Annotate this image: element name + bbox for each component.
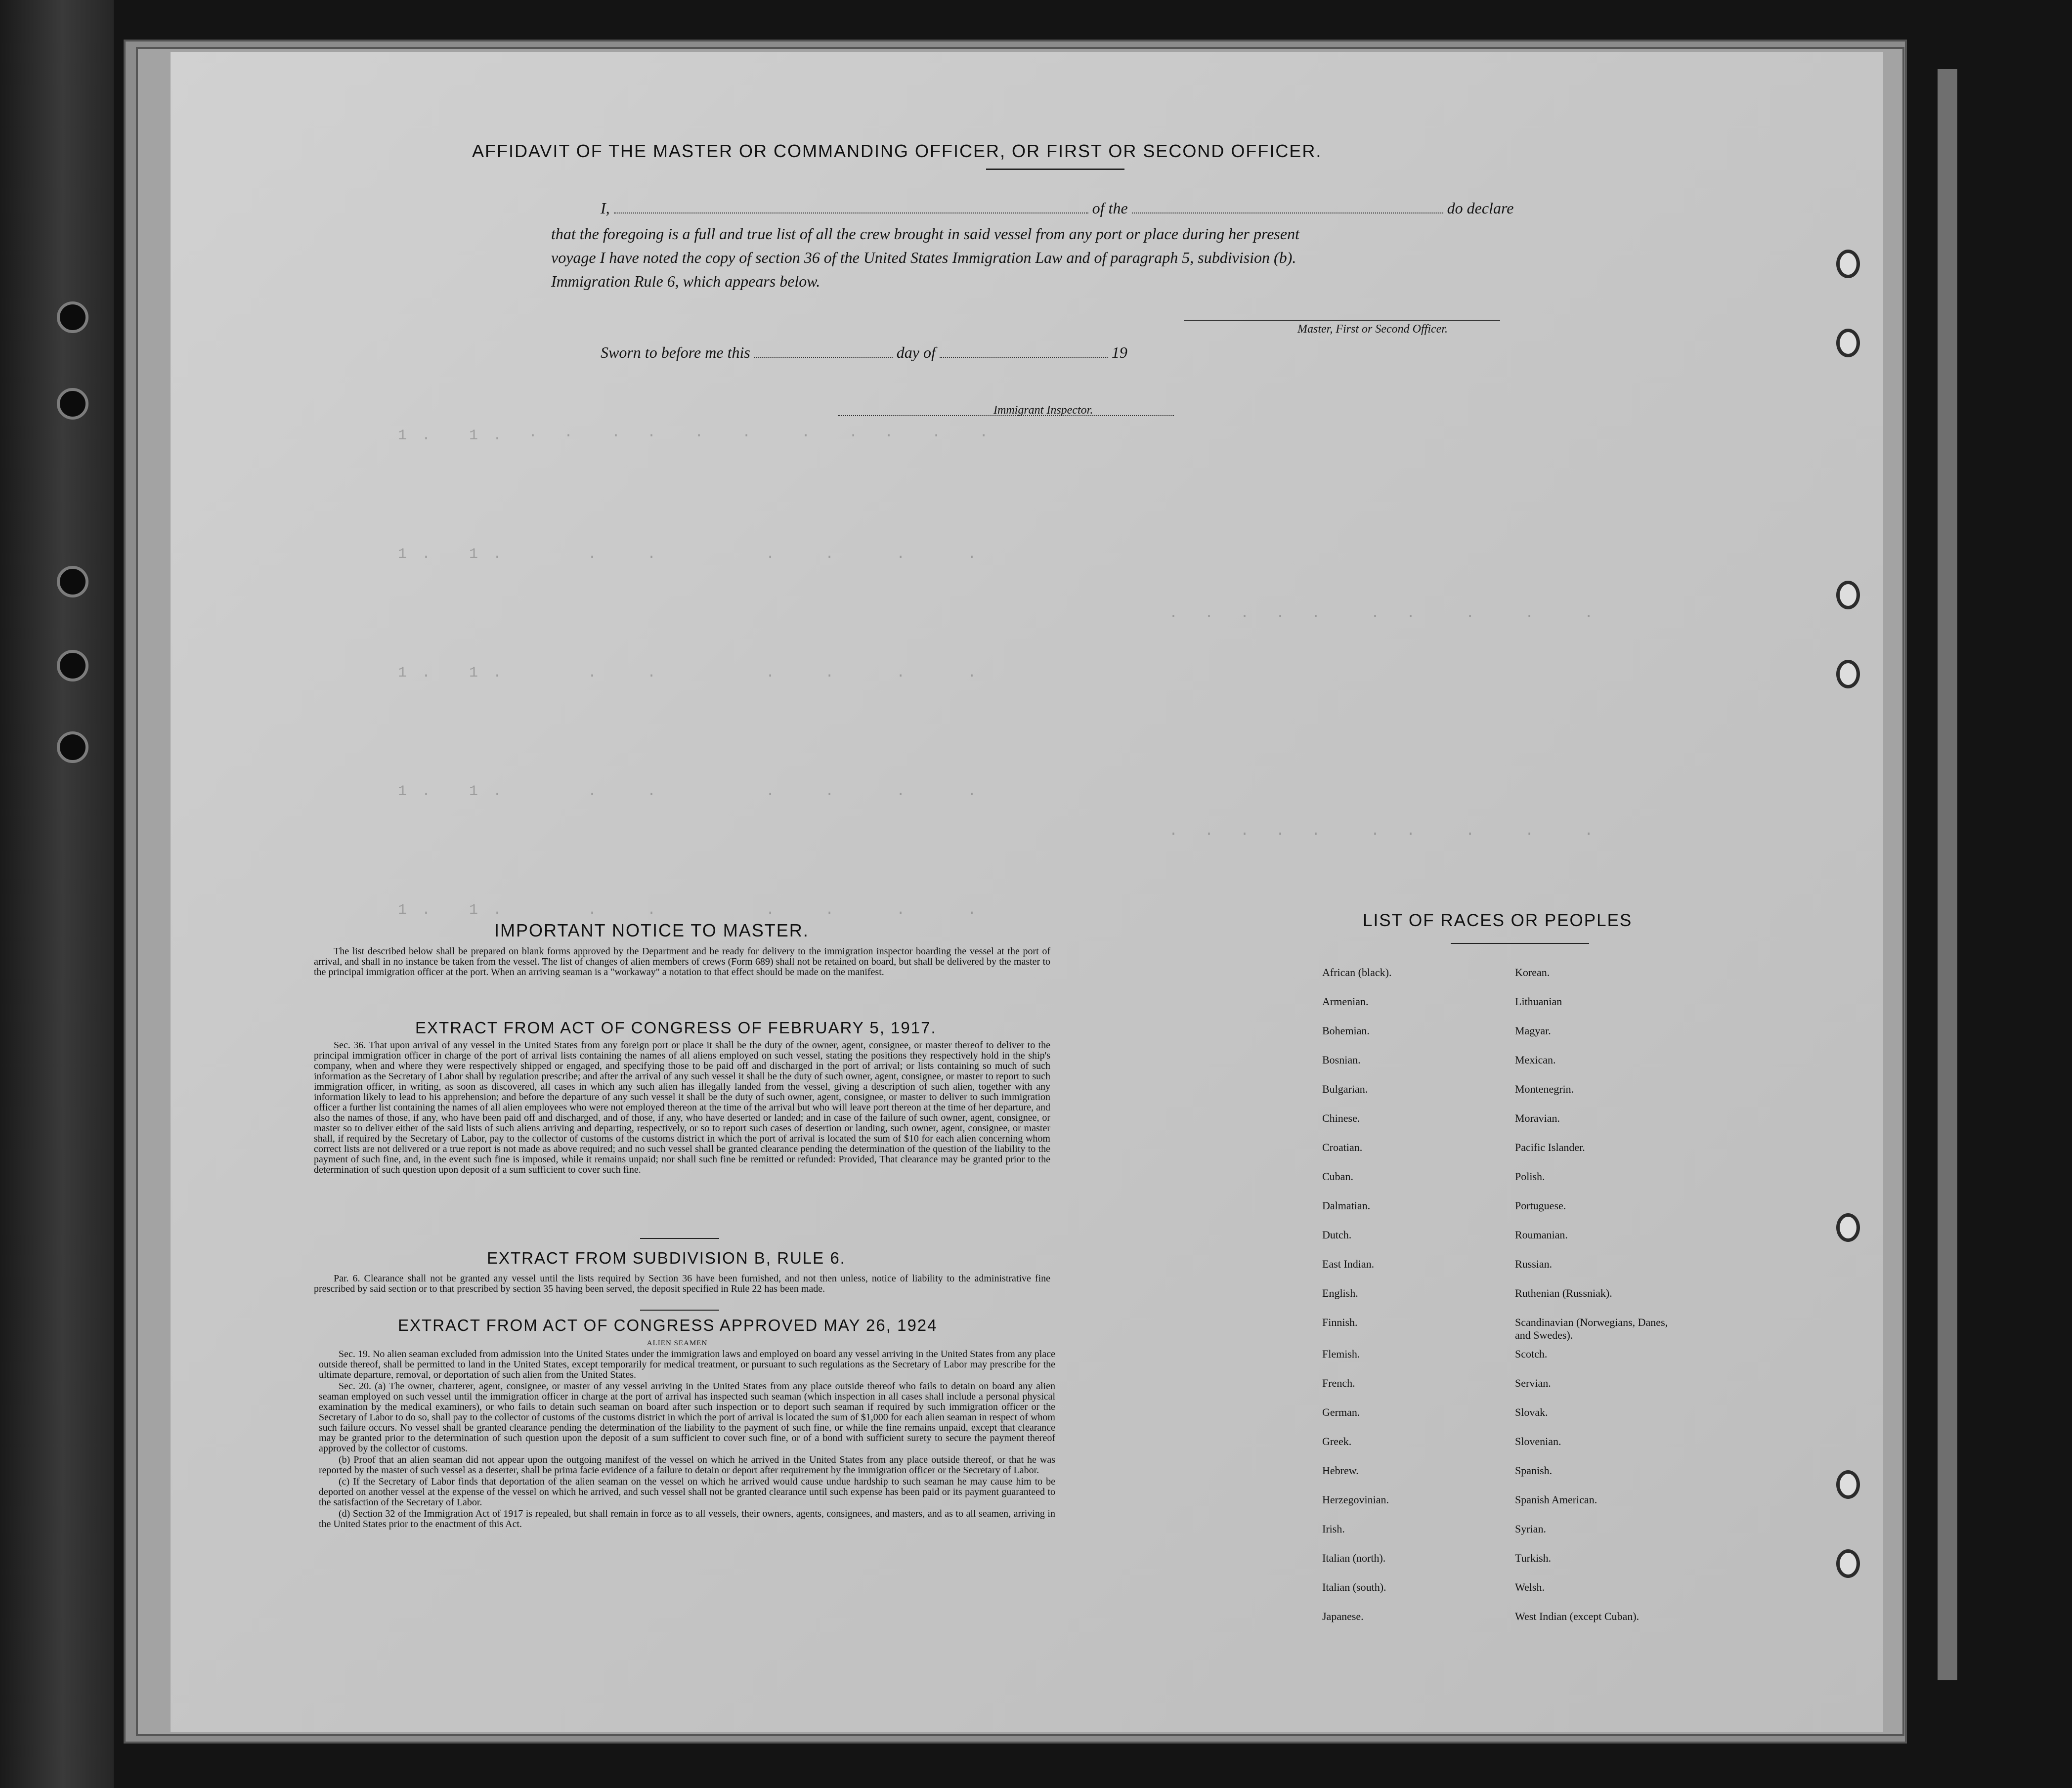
notice-paragraph: The list described below shall be prepared on blank forms approved by the Department and be ready for delivery to the immigration inspector boarding the vessel at the port of arrival, and shall in no instance be taken from the vessel. The list of changes of alien members of crews (Form 689) shall not be retained on board, but shall be delivered by the master to the principal immigration officer at the port. When an arriving seaman is a "workaway" a notation to that effect should be made on the manifest.: [314, 946, 1050, 978]
sec-20c-paragraph: (c) If the Secretary of Labor finds that deportation of the alien seaman on the vessel on which he arrived would cause undue hardship to such seaman he may cause him to be deported on another vessel at the expense of the vessel on which he arrived, and such vessel shall not be granted clearance until such expense has been paid or its payment guaranteed to the satisfaction of the Secretary of Labor.: [319, 1476, 1055, 1508]
race-item: Hebrew.: [1322, 1464, 1359, 1477]
bleed-through-marks: 1 . 1 . . . . . . .: [398, 546, 980, 563]
binder-ring: [1836, 660, 1860, 688]
binder-hole: [57, 566, 88, 597]
binder-edge: [0, 0, 114, 1788]
alien-seamen-subtitle: ALIEN SEAMEN: [647, 1339, 708, 1347]
race-item: Scandinavian (Norwegians, Danes, and Swedes).: [1515, 1316, 1668, 1341]
sworn-day-of: day of: [896, 343, 936, 361]
races-title: LIST OF RACES OR PEOPLES: [1363, 911, 1633, 930]
sec-20a-paragraph: Sec. 20. (a) The owner, charterer, agent, consignee, or master of any vessel arriving in the United States from any place outside thereof who fails to detain on board any alien seaman employed on such vessel until the immigration officer in charge at the port of arrival has inspected such seaman (which inspection in all cases shall include a personal physical examination by the medical examiners), or who fails to detain such seaman on board after such inspection or to deport such seaman if required by such immigration officer or the Secretary of Labor to do so, shall pay to the collector of customs of the customs district in which the port of arrival is located the sum of $1,000 for each alien seaman in respect of whom such failure occurs. No vessel shall be granted clearance pending the determination of the liability to the payment of such fine, or while the fine remains unpaid, except that clearance may be granted prior to the determination of such question upon the deposit of a sum sufficient to cover such fine, or of a bond with sufficient surety to secure the payment thereof approved by the collector of customs.: [319, 1381, 1055, 1454]
sworn-month-blank: [940, 357, 1108, 358]
race-item: Russian.: [1515, 1258, 1553, 1270]
master-signature-label: Master, First or Second Officer.: [1297, 323, 1448, 336]
sworn-line: [601, 343, 1127, 362]
sec-20b-paragraph: (b) Proof that an alien seaman did not appear upon the outgoing manifest of the vessel on which he arrived in the United States from any place outside thereof, or that he was reported by the master of such vessel as a deserter, shall be prima facie evidence of a failure to detain or deport after requirement by the immigration officer or the Secretary of Labor.: [319, 1454, 1055, 1476]
race-item: Bosnian.: [1322, 1054, 1361, 1066]
binder-ring: [1836, 329, 1860, 357]
race-item: Chinese.: [1322, 1112, 1360, 1124]
extract-1917-title: EXTRACT FROM ACT OF CONGRESS OF FEBRUARY 5, 1917.: [415, 1019, 937, 1037]
notice-text: [314, 946, 1050, 979]
race-item: Scotch.: [1515, 1348, 1548, 1360]
race-item: Ruthenian (Russniak).: [1515, 1287, 1612, 1299]
binder-ring: [1836, 250, 1860, 278]
race-item: Servian.: [1515, 1377, 1551, 1389]
bleed-through-marks: . . . . . . . . . .: [1169, 605, 1597, 622]
bleed-through-marks: 1 . 1 . · · · · · · · · · · ·: [398, 427, 992, 444]
race-item: French.: [1322, 1377, 1355, 1389]
par-6-paragraph: Par. 6. Clearance shall not be granted any vessel until the lists required by Section 36 have been furnished, and not then unless, notice of liability to the administrative fine prescribed by said section or to that prescribed by section 35 having been served, the deposit specified in Rule 22 has been made.: [314, 1273, 1050, 1294]
extract-rule6-title: EXTRACT FROM SUBDIVISION B, RULE 6.: [487, 1249, 846, 1267]
bleed-through-marks: 1 . 1 . . . . . . .: [398, 783, 980, 800]
race-item: West Indian (except Cuban).: [1515, 1610, 1640, 1622]
binder-ring: [1836, 1213, 1860, 1242]
extract-1924-title: EXTRACT FROM ACT OF CONGRESS APPROVED MAY 26, 1924: [398, 1316, 938, 1334]
race-item: Polish.: [1515, 1170, 1545, 1183]
race-item: Magyar.: [1515, 1024, 1551, 1037]
extract-rule6-text: [314, 1274, 1050, 1295]
race-item: Bohemian.: [1322, 1024, 1370, 1037]
race-item: German.: [1322, 1406, 1360, 1418]
binder-ring: [1836, 1470, 1860, 1499]
race-item: Korean.: [1515, 966, 1550, 979]
sec-20d-paragraph: (d) Section 32 of the Immigration Act of 1917 is repealed, but shall remain in force as to all vessels, their owners, agents, consignees, and masters, and as to all seamen, arriving in the United States prior to the enactment of this Act.: [319, 1508, 1055, 1530]
affidavit-title-rule: [986, 169, 1124, 170]
affidavit-line-4: Immigration Rule 6, which appears below.: [551, 272, 820, 290]
binder-hole: [57, 731, 88, 763]
race-item: Syrian.: [1515, 1523, 1546, 1535]
sheet-edge: [1938, 69, 1957, 1680]
bleed-through-marks: 1 . 1 . . . . . . .: [398, 665, 980, 681]
race-item: Turkish.: [1515, 1552, 1552, 1564]
bleed-through-marks: . . . . . . . . . .: [1169, 823, 1597, 840]
race-item: Mexican.: [1515, 1054, 1556, 1066]
race-item: Finnish.: [1322, 1316, 1358, 1328]
binder-ring: [1836, 581, 1860, 609]
race-item: Irish.: [1322, 1523, 1345, 1535]
race-item: Flemish.: [1322, 1348, 1360, 1360]
race-item: Armenian.: [1322, 995, 1369, 1008]
race-item: African (black).: [1322, 966, 1392, 979]
race-item: Roumanian.: [1515, 1229, 1568, 1241]
race-item: Montenegrin.: [1515, 1083, 1574, 1095]
sec-36-paragraph: Sec. 36. That upon arrival of any vessel in the United States from any foreign port or place it shall be the duty of the owner, agent, consignee, or master thereof to deliver to the principal immigration officer in charge of the port of arrival lists containing the names of all aliens employed on such vessel, stating the positions they respectively hold in the ship's company, when and where they were respectively shipped or engaged, and specifying those to be paid off and discharged in the port of arrival; or lists containing so much of such information as the Secretary of Labor shall by regulation prescribe; and after the arrival of any such vessel it shall be the duty of such owner, agent, consignee, or master to report to such immigration officer, in writing, as soon as discovered, all cases in which any such alien has illegally landed from the vessel, giving a description of such alien, together with any information likely to lead to his apprehension; and before the departure of any such vessel it shall be the duty of such owner, agent, consignee, or master to deliver to such immigration officer a further list containing the names of all alien employees who were not employed thereon at the time of the arrival but who will leave port thereon at the time of her departure, and also the names of those, if any, who have been paid off and discharged, and of those, if any, who have deserted or landed; and in case of the failure of such owner, agent, consignee, or master so to deliver either of the said lists of such aliens arriving and departing, respectively, or so to report such cases of desertion or landing, such owner, agent, consignee, or master shall, if required by the Secretary of Labor, pay to the collector of customs of the customs district in which the port of arrival is located the sum of $10 for each alien concerning whom correct lists are not delivered or a true report is not made as above required; and no such vessel shall be granted clearance pending the determination of the question of the liability to the payment of such fine, and, in the event such fine is imposed, while it remains unpaid; nor shall such fine be remitted or refunded: Provided, That clearance may be granted prior to the determination of such question upon deposit of a sum sufficient to cover such fine.: [314, 1040, 1050, 1175]
binder-hole: [57, 388, 88, 420]
sworn-day-blank: [754, 357, 893, 358]
race-item: Dalmatian.: [1322, 1199, 1371, 1212]
race-item: Slovenian.: [1515, 1435, 1561, 1447]
extract-1917-text: [314, 1040, 1050, 1176]
extract-1924-text: [319, 1349, 1055, 1531]
race-item: Lithuanian: [1515, 995, 1562, 1008]
race-item: Japanese.: [1322, 1610, 1364, 1622]
race-item: Croatian.: [1322, 1141, 1363, 1153]
race-item: East Indian.: [1322, 1258, 1375, 1270]
sworn-before-me: Sworn to before me this: [601, 343, 750, 361]
race-item: Herzegovinian.: [1322, 1493, 1389, 1506]
race-item: English.: [1322, 1287, 1358, 1299]
race-item: Welsh.: [1515, 1581, 1545, 1593]
extract-rule6-rule: [640, 1310, 719, 1311]
master-signature-line: [1184, 320, 1500, 321]
binder-ring: [1836, 1549, 1860, 1578]
document-page: [171, 52, 1883, 1732]
race-item: Bulgarian.: [1322, 1083, 1368, 1095]
race-item: Italian (south).: [1322, 1581, 1386, 1593]
affidavit-i: I,: [601, 199, 610, 217]
race-item: Moravian.: [1515, 1112, 1560, 1124]
affidavit-of-the: of the: [1092, 199, 1128, 217]
race-item: Spanish American.: [1515, 1493, 1597, 1506]
race-item: Spanish.: [1515, 1464, 1553, 1477]
race-item: Pacific Islander.: [1515, 1141, 1585, 1153]
bleed-through-marks: 1 . 1 . . . . . . .: [398, 902, 980, 919]
affidavit-line-2: that the foregoing is a full and true list of all the crew brought in said vessel from any port or place during her present: [551, 225, 1299, 243]
race-item: Slovak.: [1515, 1406, 1548, 1418]
affidavit-title: AFFIDAVIT OF THE MASTER OR COMMANDING OFFICER, OR FIRST OR SECOND OFFICER.: [472, 141, 1322, 161]
races-title-rule: [1451, 943, 1589, 944]
binder-hole: [57, 650, 88, 681]
race-item: Portuguese.: [1515, 1199, 1566, 1212]
race-item: Dutch.: [1322, 1229, 1352, 1241]
inspector-label: Immigrant Inspector.: [993, 404, 1093, 417]
race-item: Italian (north).: [1322, 1552, 1386, 1564]
notice-title: IMPORTANT NOTICE TO MASTER.: [494, 920, 809, 940]
affidavit-line-1: [601, 199, 1513, 217]
race-item: Cuban.: [1322, 1170, 1353, 1183]
race-item: Greek.: [1322, 1435, 1352, 1447]
sworn-year: 19: [1111, 343, 1127, 361]
sec-19-paragraph: Sec. 19. No alien seaman excluded from admission into the United States under the immigration laws and employed on board any vessel arriving in the United States from any place outside thereof, shall be permitted to land in the United States, except temporarily for medical treatment, or pursuant to such regulations as the Secretary of Labor may prescribe for the ultimate departure, removal, or deportation of such alien from the United States.: [319, 1349, 1055, 1380]
affidavit-line-3: voyage I have noted the copy of section 36 of the United States Immigration Law and of paragraph 5, subdivision (b).: [551, 249, 1296, 266]
extract-1917-rule: [640, 1238, 719, 1239]
affidavit-do-declare: do declare: [1447, 199, 1514, 217]
binder-hole: [57, 301, 88, 333]
